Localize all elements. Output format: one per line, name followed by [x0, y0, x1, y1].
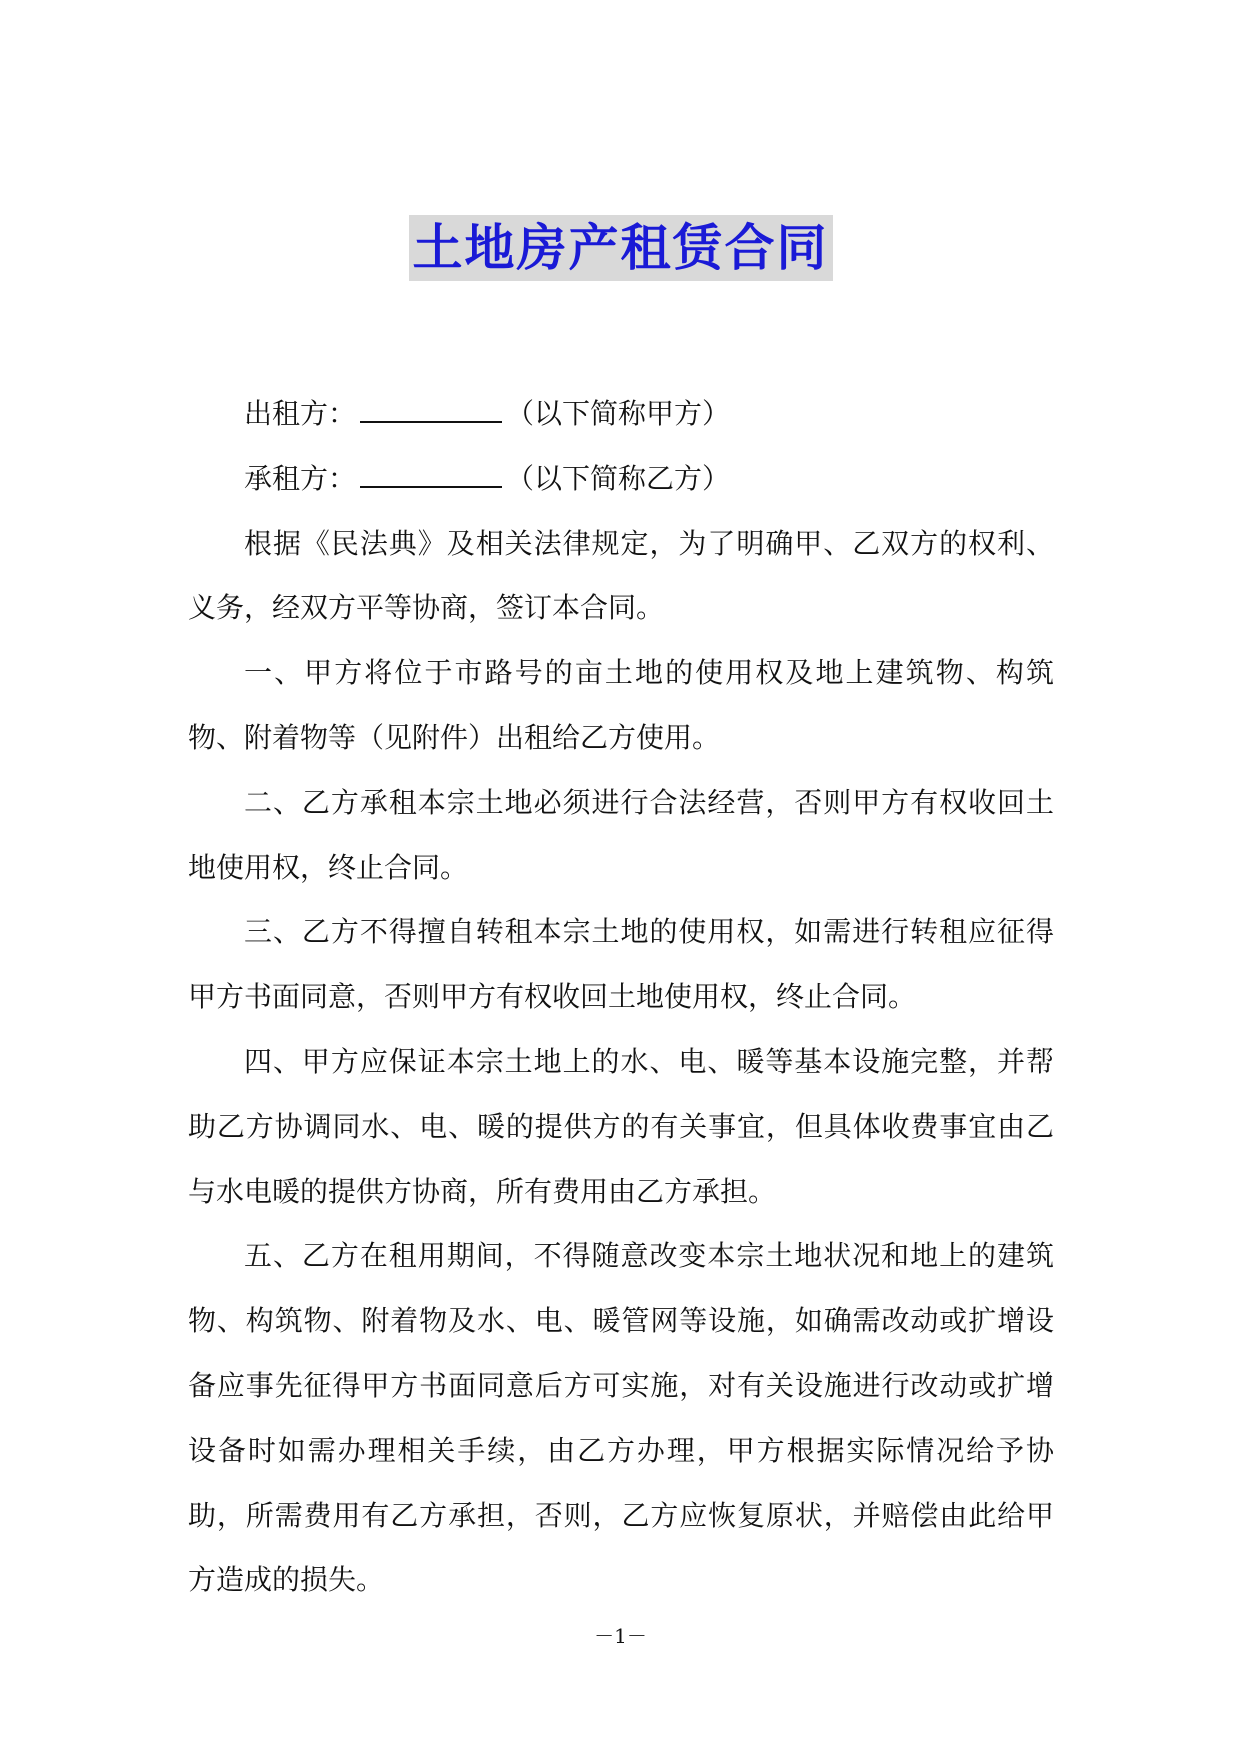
paragraph-clause-2: 二、乙方承租本宗土地必须进行合法经营，否则甲方有权收回土地使用权，终止合同。 — [188, 785, 1054, 884]
lessee-blank-field — [360, 464, 502, 488]
paragraph-preamble: 根据《民法典》及相关法律规定，为了明确甲、乙双方的权利、义务，经双方平等协商，签订本合同。 — [188, 526, 1054, 625]
lessee-note: （以下简称乙方） — [506, 461, 731, 495]
title-container — [0, 215, 1241, 281]
document-title: 土地房产租赁合同 — [409, 215, 833, 281]
lessor-note: （以下简称甲方） — [506, 397, 731, 430]
document-body — [188, 382, 1054, 1613]
lessor-label: 出租方： — [244, 397, 357, 430]
lessor-blank-field — [360, 399, 502, 423]
paragraph-clause-5: 五、乙方在租用期间，不得随意改变本宗土地状况和地上的建筑物、构筑物、附着物及水、电、暖管网等设施，如确需改动或扩增设备应事先征得甲方书面同意后方可实施，对有关设施进行改动或扩增设备时如需办理相关手续，由乙方办理，甲方根据实际情况给予协助，所需费用有乙方承担，否则，乙方应恢复原状，并赔偿由此给甲方造成的损失。 — [188, 1239, 1054, 1597]
paragraph-clause-4: 四、甲方应保证本宗土地上的水、电、暖等基本设施完整，并帮助乙方协调同水、电、暖的提供方的有关事宜，但具体收费事宜由乙与水电暖的提供方协商，所有费用由乙方承担。 — [188, 1044, 1054, 1208]
lessee-line — [188, 447, 1054, 512]
paragraph-clause-1: 一、甲方将位于市路号的亩土地的使用权及地上建筑物、构筑物、附着物等（见附件）出租给乙方使用。 — [188, 656, 1054, 754]
paragraph-clause-3: 三、乙方不得擅自转租本宗土地的使用权，如需进行转租应征得甲方书面同意，否则甲方有权收回土地使用权，终止合同。 — [188, 915, 1054, 1014]
page-number: －1－ — [594, 1624, 647, 1648]
lessor-line — [188, 382, 1054, 447]
lessee-label: 承租方： — [244, 461, 357, 495]
